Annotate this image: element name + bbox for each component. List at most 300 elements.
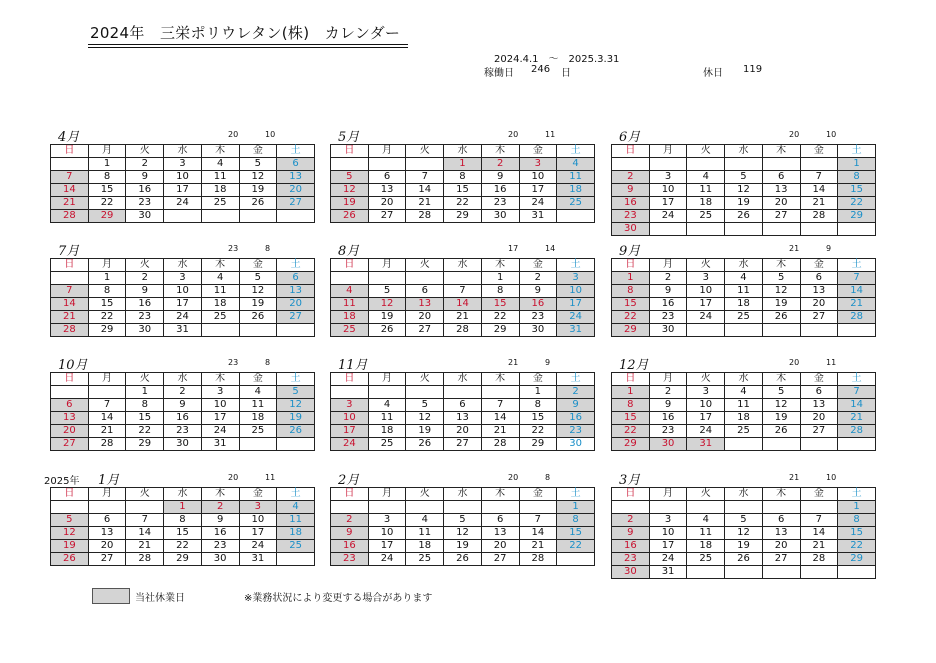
empty-cell: [368, 158, 406, 171]
weekday-header: 月: [88, 373, 126, 386]
month-work-days: 23: [228, 244, 239, 253]
day-cell: 15: [838, 527, 876, 540]
empty-cell: [725, 158, 763, 171]
day-cell: 17: [687, 412, 725, 425]
day-cell: 18: [687, 540, 725, 553]
day-cell: 26: [762, 425, 800, 438]
day-cell: 11: [201, 285, 239, 298]
empty-cell: [51, 272, 89, 285]
day-cell: 12: [762, 399, 800, 412]
day-cell: 6: [88, 514, 126, 527]
day-cell: 3: [519, 158, 557, 171]
day-cell: 10: [201, 399, 239, 412]
day-cell: 13: [762, 184, 800, 197]
empty-cell: [331, 501, 369, 514]
month-holiday-days: 14: [545, 244, 556, 253]
month-calendar: [330, 358, 595, 451]
day-cell: 30: [126, 324, 164, 337]
day-cell: 6: [51, 399, 89, 412]
weekday-header: 水: [164, 145, 202, 158]
weekday-header: 土: [557, 488, 595, 501]
empty-cell: [612, 158, 650, 171]
day-cell: 18: [239, 412, 277, 425]
day-cell: 5: [368, 285, 406, 298]
weekday-header: 水: [444, 259, 482, 272]
day-cell: 8: [838, 514, 876, 527]
day-cell: 6: [762, 171, 800, 184]
day-cell: 17: [649, 197, 687, 210]
day-cell: 28: [51, 324, 89, 337]
weekday-header: 金: [800, 373, 838, 386]
day-cell: 23: [164, 425, 202, 438]
day-cell: 20: [277, 298, 315, 311]
day-cell: 25: [687, 553, 725, 566]
day-cell: 27: [368, 210, 406, 223]
day-cell: 31: [239, 553, 277, 566]
day-cell: 25: [406, 553, 444, 566]
day-cell: 12: [239, 171, 277, 184]
day-cell: 29: [164, 553, 202, 566]
day-cell: 8: [164, 514, 202, 527]
day-cell: 30: [612, 223, 650, 236]
day-cell: 26: [762, 311, 800, 324]
day-cell: 3: [649, 171, 687, 184]
month-header: [611, 244, 876, 258]
weekday-header: 火: [687, 259, 725, 272]
day-cell: 5: [277, 386, 315, 399]
weekday-header: 火: [406, 145, 444, 158]
weekday-header: 火: [687, 488, 725, 501]
day-cell: 29: [838, 210, 876, 223]
month-table: [50, 258, 315, 337]
day-cell: 24: [331, 438, 369, 451]
weekday-header: 金: [800, 259, 838, 272]
empty-cell: [838, 566, 876, 579]
day-cell: 10: [687, 399, 725, 412]
empty-cell: [277, 210, 315, 223]
month-calendar: [44, 473, 315, 566]
day-cell: 20: [277, 184, 315, 197]
day-cell: 4: [368, 399, 406, 412]
day-cell: 1: [838, 501, 876, 514]
day-cell: 3: [164, 272, 202, 285]
day-cell: 28: [481, 438, 519, 451]
day-cell: 31: [519, 210, 557, 223]
day-cell: 25: [725, 311, 763, 324]
weekday-header: 月: [368, 488, 406, 501]
month-name: 3月: [619, 473, 641, 488]
day-cell: 29: [88, 210, 126, 223]
weekday-header: 水: [725, 259, 763, 272]
day-cell: 21: [800, 540, 838, 553]
empty-cell: [762, 158, 800, 171]
day-cell: 13: [51, 412, 89, 425]
day-cell: 11: [406, 527, 444, 540]
day-cell: 18: [406, 540, 444, 553]
day-cell: 22: [838, 197, 876, 210]
month-header: [611, 358, 876, 372]
day-cell: 28: [444, 324, 482, 337]
day-cell: 7: [519, 514, 557, 527]
weekday-header: 木: [762, 488, 800, 501]
day-cell: 30: [649, 324, 687, 337]
empty-cell: [725, 223, 763, 236]
day-cell: 8: [126, 399, 164, 412]
empty-cell: [406, 386, 444, 399]
day-cell: 6: [444, 399, 482, 412]
day-cell: 31: [649, 566, 687, 579]
day-cell: 24: [649, 553, 687, 566]
month-year: 2025年: [44, 476, 80, 487]
month-header: [50, 358, 315, 372]
weekday-header: 月: [649, 373, 687, 386]
day-cell: 8: [444, 171, 482, 184]
weekday-header: 火: [406, 488, 444, 501]
month-header: [611, 473, 876, 487]
weekday-header: 月: [88, 145, 126, 158]
month-table: [330, 144, 595, 223]
day-cell: 25: [557, 197, 595, 210]
day-cell: 25: [277, 540, 315, 553]
month-table: [330, 372, 595, 451]
weekday-header: 金: [519, 259, 557, 272]
day-cell: 3: [368, 514, 406, 527]
day-cell: 29: [519, 438, 557, 451]
day-cell: 25: [687, 210, 725, 223]
day-cell: 18: [201, 184, 239, 197]
day-cell: 26: [406, 438, 444, 451]
weekday-header: 水: [164, 373, 202, 386]
day-cell: 2: [649, 386, 687, 399]
empty-cell: [649, 158, 687, 171]
day-cell: 28: [800, 553, 838, 566]
day-cell: 9: [126, 171, 164, 184]
day-cell: 27: [800, 311, 838, 324]
weekday-header: 土: [277, 145, 315, 158]
day-cell: 23: [201, 540, 239, 553]
day-cell: 15: [612, 298, 650, 311]
day-cell: 5: [725, 171, 763, 184]
day-cell: 4: [557, 158, 595, 171]
empty-cell: [444, 386, 482, 399]
day-cell: 3: [239, 501, 277, 514]
weekday-header: 土: [277, 373, 315, 386]
legend-note: ※業務状況により変更する場合があります: [244, 593, 433, 604]
month-name: 1月: [98, 473, 120, 488]
month-name: 9月: [619, 244, 641, 259]
day-cell: 21: [481, 425, 519, 438]
title-underline-2: [88, 47, 408, 48]
day-cell: 13: [88, 527, 126, 540]
empty-cell: [444, 501, 482, 514]
weekday-header: 水: [444, 145, 482, 158]
day-cell: 4: [725, 386, 763, 399]
weekday-header: 水: [444, 488, 482, 501]
empty-cell: [725, 566, 763, 579]
day-cell: 23: [519, 311, 557, 324]
day-cell: 19: [277, 412, 315, 425]
weekday-header: 火: [126, 373, 164, 386]
day-cell: 11: [201, 171, 239, 184]
day-cell: 11: [687, 184, 725, 197]
day-cell: 29: [838, 553, 876, 566]
month-calendar: [611, 130, 876, 236]
day-cell: 3: [687, 386, 725, 399]
month-calendar: [330, 244, 595, 337]
weekday-header: 月: [649, 259, 687, 272]
day-cell: 3: [557, 272, 595, 285]
day-cell: 27: [88, 553, 126, 566]
month-table: [611, 144, 876, 236]
day-cell: 27: [406, 324, 444, 337]
day-cell: 10: [368, 527, 406, 540]
day-cell: 25: [725, 425, 763, 438]
month-name: 5月: [338, 130, 360, 145]
day-cell: 16: [612, 540, 650, 553]
day-cell: 9: [331, 527, 369, 540]
month-holiday-days: 11: [826, 358, 837, 367]
day-cell: 24: [687, 425, 725, 438]
day-cell: 21: [838, 412, 876, 425]
empty-cell: [239, 324, 277, 337]
empty-cell: [838, 324, 876, 337]
day-cell: 7: [838, 386, 876, 399]
day-cell: 22: [557, 540, 595, 553]
weekday-header: 水: [444, 373, 482, 386]
day-cell: 7: [800, 514, 838, 527]
empty-cell: [331, 158, 369, 171]
month-work-days: 21: [508, 358, 519, 367]
weekday-header: 金: [239, 145, 277, 158]
month-work-days: 21: [789, 244, 800, 253]
day-cell: 9: [481, 171, 519, 184]
day-cell: 2: [201, 501, 239, 514]
day-cell: 18: [725, 412, 763, 425]
weekday-header: 水: [164, 259, 202, 272]
day-cell: 20: [406, 311, 444, 324]
day-cell: 27: [51, 438, 89, 451]
day-cell: 15: [519, 412, 557, 425]
day-cell: 10: [164, 285, 202, 298]
day-cell: 7: [406, 171, 444, 184]
day-cell: 30: [557, 438, 595, 451]
weekday-header: 木: [481, 145, 519, 158]
day-cell: 26: [725, 210, 763, 223]
empty-cell: [406, 272, 444, 285]
month-name: 11月: [338, 358, 368, 373]
day-cell: 13: [406, 298, 444, 311]
weekday-header: 土: [277, 488, 315, 501]
day-cell: 17: [649, 540, 687, 553]
empty-cell: [838, 438, 876, 451]
empty-cell: [687, 158, 725, 171]
day-cell: 1: [444, 158, 482, 171]
work-days-value: 246: [531, 64, 551, 75]
day-cell: 30: [519, 324, 557, 337]
day-cell: 11: [557, 171, 595, 184]
month-header: [330, 130, 595, 144]
day-cell: 18: [277, 527, 315, 540]
weekday-header: 木: [481, 488, 519, 501]
empty-cell: [557, 553, 595, 566]
day-cell: 9: [649, 285, 687, 298]
day-cell: 19: [725, 197, 763, 210]
day-cell: 27: [277, 311, 315, 324]
empty-cell: [800, 566, 838, 579]
day-cell: 4: [239, 386, 277, 399]
day-cell: 17: [687, 298, 725, 311]
weekday-header: 木: [201, 145, 239, 158]
day-cell: 21: [519, 540, 557, 553]
day-cell: 28: [800, 210, 838, 223]
weekday-header: 火: [406, 373, 444, 386]
weekday-header: 日: [331, 259, 369, 272]
empty-cell: [725, 324, 763, 337]
day-cell: 16: [519, 298, 557, 311]
month-holiday-days: 10: [826, 473, 837, 482]
empty-cell: [368, 501, 406, 514]
empty-cell: [557, 210, 595, 223]
day-cell: 25: [331, 324, 369, 337]
day-cell: 19: [725, 540, 763, 553]
day-cell: 19: [51, 540, 89, 553]
day-cell: 24: [201, 425, 239, 438]
day-cell: 15: [481, 298, 519, 311]
work-days-unit: 日: [561, 68, 571, 79]
empty-cell: [368, 272, 406, 285]
day-cell: 12: [444, 527, 482, 540]
empty-cell: [519, 501, 557, 514]
day-cell: 26: [331, 210, 369, 223]
day-cell: 22: [612, 425, 650, 438]
day-cell: 27: [762, 553, 800, 566]
day-cell: 4: [687, 514, 725, 527]
month-work-days: 17: [508, 244, 519, 253]
empty-cell: [239, 210, 277, 223]
month-calendar: [50, 130, 315, 223]
day-cell: 20: [444, 425, 482, 438]
day-cell: 4: [201, 272, 239, 285]
weekday-header: 日: [51, 145, 89, 158]
day-cell: 13: [762, 527, 800, 540]
day-cell: 26: [239, 197, 277, 210]
weekday-header: 日: [612, 373, 650, 386]
day-cell: 22: [88, 197, 126, 210]
day-cell: 10: [164, 171, 202, 184]
day-cell: 20: [88, 540, 126, 553]
day-cell: 26: [277, 425, 315, 438]
empty-cell: [88, 501, 126, 514]
day-cell: 4: [331, 285, 369, 298]
day-cell: 28: [519, 553, 557, 566]
day-cell: 14: [51, 298, 89, 311]
day-cell: 26: [239, 311, 277, 324]
holiday-value: 119: [743, 64, 763, 75]
weekday-header: 金: [519, 488, 557, 501]
day-cell: 1: [612, 386, 650, 399]
legend-swatch: [92, 588, 130, 604]
day-cell: 2: [126, 158, 164, 171]
month-holiday-days: 8: [545, 473, 551, 482]
day-cell: 26: [51, 553, 89, 566]
day-cell: 10: [239, 514, 277, 527]
day-cell: 23: [612, 210, 650, 223]
day-cell: 24: [239, 540, 277, 553]
day-cell: 31: [164, 324, 202, 337]
weekday-header: 土: [277, 259, 315, 272]
day-cell: 15: [88, 184, 126, 197]
day-cell: 12: [762, 285, 800, 298]
weekday-header: 日: [331, 373, 369, 386]
day-cell: 3: [164, 158, 202, 171]
day-cell: 5: [762, 272, 800, 285]
month-header: [330, 473, 595, 487]
weekday-header: 水: [725, 145, 763, 158]
work-days-label: 稼働日: [484, 68, 514, 79]
day-cell: 23: [331, 553, 369, 566]
day-cell: 2: [649, 272, 687, 285]
empty-cell: [800, 223, 838, 236]
day-cell: 29: [444, 210, 482, 223]
month-work-days: 20: [508, 473, 519, 482]
day-cell: 23: [481, 197, 519, 210]
month-table: [611, 258, 876, 337]
day-cell: 1: [126, 386, 164, 399]
day-cell: 21: [51, 311, 89, 324]
day-cell: 19: [762, 298, 800, 311]
day-cell: 5: [331, 171, 369, 184]
weekday-header: 火: [406, 259, 444, 272]
empty-cell: [649, 223, 687, 236]
day-cell: 8: [88, 171, 126, 184]
day-cell: 30: [201, 553, 239, 566]
day-cell: 19: [406, 425, 444, 438]
day-cell: 16: [126, 298, 164, 311]
day-cell: 12: [277, 399, 315, 412]
day-cell: 23: [649, 311, 687, 324]
day-cell: 11: [239, 399, 277, 412]
day-cell: 24: [164, 311, 202, 324]
day-cell: 6: [481, 514, 519, 527]
day-cell: 21: [406, 197, 444, 210]
day-cell: 17: [519, 184, 557, 197]
day-cell: 18: [687, 197, 725, 210]
day-cell: 6: [277, 272, 315, 285]
empty-cell: [687, 223, 725, 236]
month-calendar: [330, 130, 595, 223]
period-text: 2024.4.1 ～ 2025.3.31: [494, 54, 620, 65]
day-cell: 14: [88, 412, 126, 425]
weekday-header: 火: [126, 259, 164, 272]
day-cell: 2: [519, 272, 557, 285]
day-cell: 21: [838, 298, 876, 311]
day-cell: 6: [800, 272, 838, 285]
day-cell: 1: [88, 158, 126, 171]
month-name: 2月: [338, 473, 360, 488]
day-cell: 8: [612, 285, 650, 298]
weekday-header: 日: [612, 145, 650, 158]
day-cell: 4: [201, 158, 239, 171]
empty-cell: [277, 324, 315, 337]
day-cell: 11: [331, 298, 369, 311]
day-cell: 27: [444, 438, 482, 451]
month-name: 6月: [619, 130, 641, 145]
day-cell: 16: [649, 298, 687, 311]
day-cell: 9: [612, 184, 650, 197]
day-cell: 12: [725, 184, 763, 197]
month-header: [44, 473, 315, 488]
day-cell: 20: [800, 298, 838, 311]
